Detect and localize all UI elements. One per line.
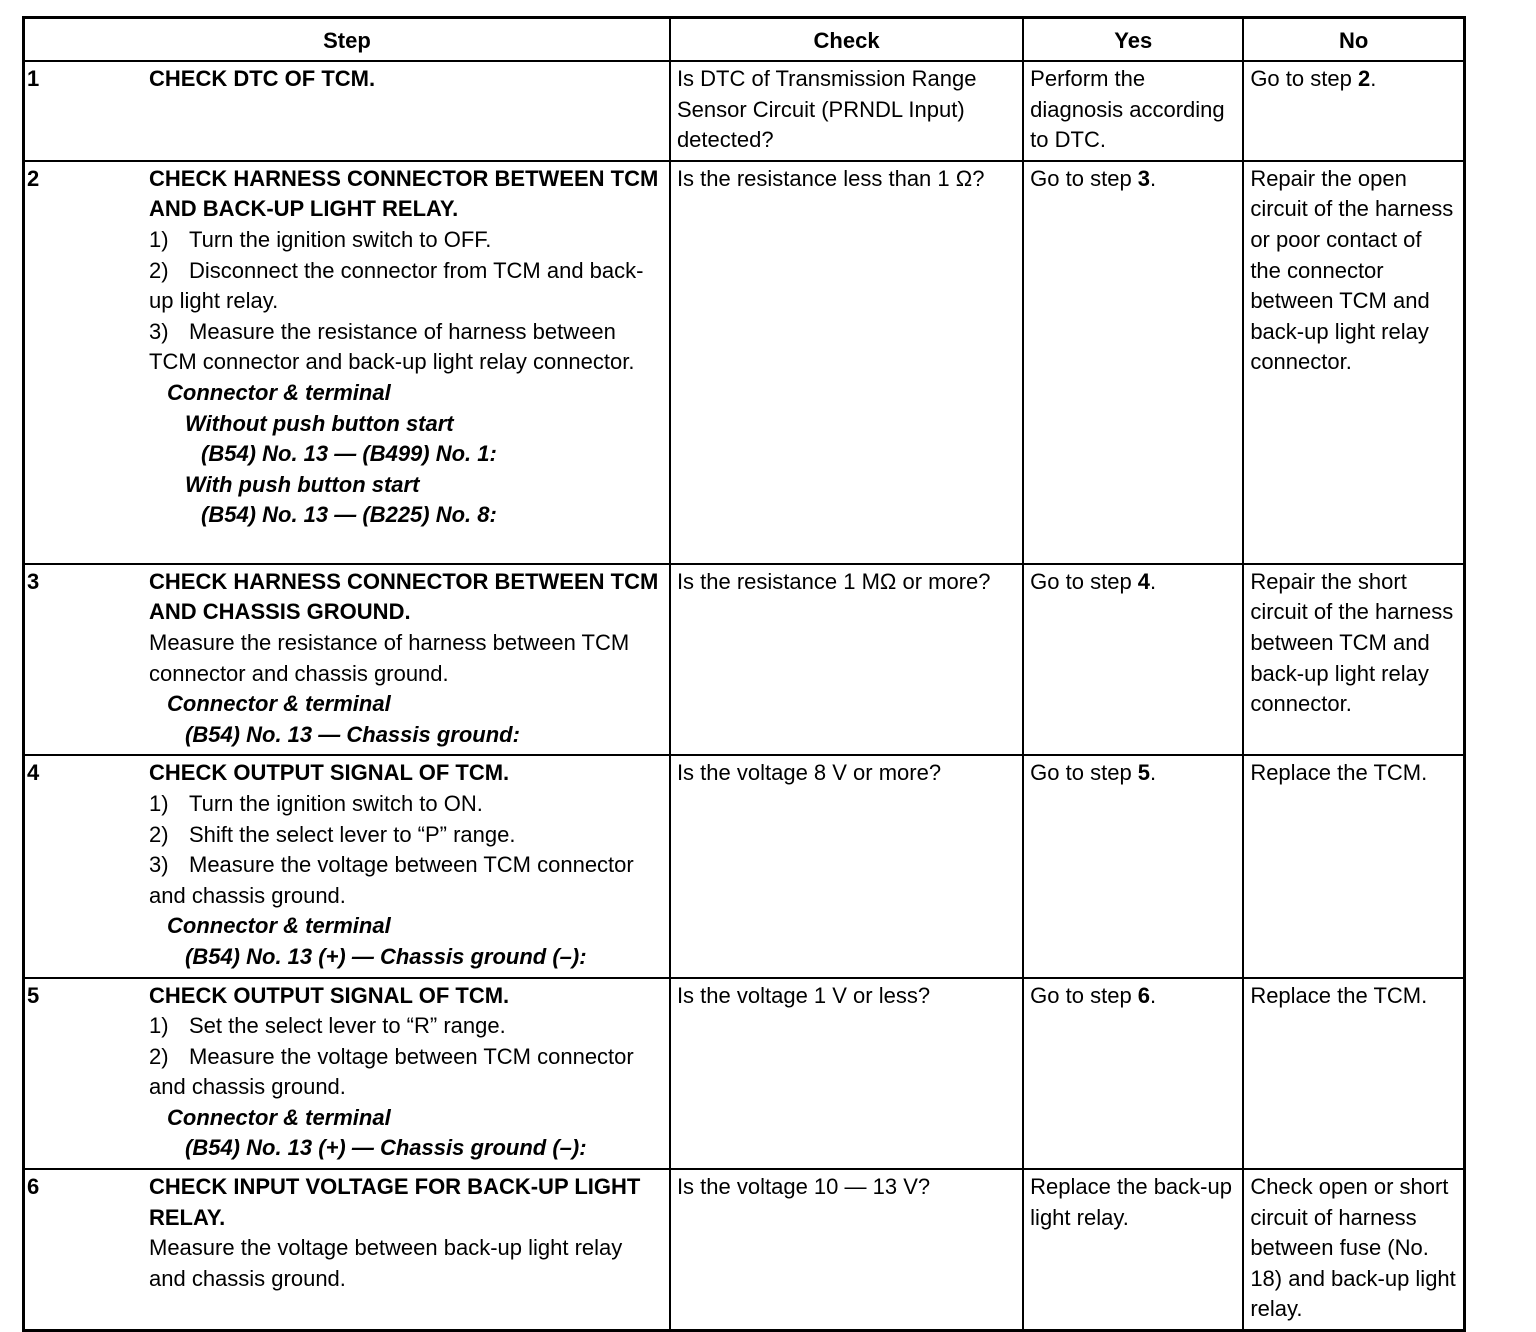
diagnostic-table [22, 16, 1466, 1332]
step-cell [24, 564, 670, 756]
no-cell: Replace the TCM. [1243, 978, 1464, 1170]
connector-terminal-value: (B54) No. 13 (+) — Chassis ground (–): [185, 1135, 587, 1161]
header-check: Check [670, 18, 1023, 62]
step-cell [24, 1169, 670, 1330]
yes-step-link: 5 [1137, 760, 1151, 786]
no-text: Go to step [1250, 66, 1358, 91]
no-step-link: 2 [1357, 66, 1371, 91]
substep: 1) Set the select lever to “R” range. [149, 1013, 506, 1039]
yes-step-link: 3 [1137, 165, 1151, 191]
step-number: 3 [27, 568, 40, 594]
connector-terminal-value: (B54) No. 13 — Chassis ground: [185, 721, 520, 747]
step-number: 1 [27, 66, 40, 91]
step-title: CHECK HARNESS CONNECTOR BETWEEN TCM AND BACK-UP LIGHT RELAY. [149, 165, 659, 222]
substep: 2) Shift the select lever to “P” range. [149, 821, 516, 847]
step-cell [24, 978, 670, 1170]
table-row [24, 978, 1465, 1170]
connector-terminal-value: (B54) No. 13 — (B499) No. 1: [201, 441, 497, 467]
connector-terminal-heading: Connector & terminal [167, 913, 391, 939]
connector-variant-label: With push button start [185, 471, 420, 497]
check-cell: Is the voltage 8 V or more? [670, 755, 1023, 977]
substep: 2) Measure the voltage between TCM connector and chassis ground. [149, 1043, 634, 1100]
diagnostic-table-container [22, 16, 1466, 1332]
step-title: CHECK OUTPUT SIGNAL OF TCM. [149, 760, 510, 786]
yes-cell: Perform the diagnosis according to DTC. [1023, 61, 1243, 161]
step-body: Measure the resistance of harness between TCM connector and chassis ground. [149, 629, 630, 686]
header-no: No [1243, 18, 1464, 62]
substep: 3) Measure the voltage between TCM connector and chassis ground. [149, 852, 634, 908]
yes-cell: Go to step 5. [1023, 755, 1243, 977]
check-cell: Is DTC of Transmission Range Sensor Circuit (PRNDL Input) detected? [670, 61, 1023, 161]
step-body: Measure the voltage between back-up light relay and chassis ground. [149, 1235, 623, 1291]
header-step: Step [24, 18, 670, 62]
yes-cell: Go to step 6. [1023, 978, 1243, 1170]
yes-step-link: 6 [1137, 982, 1151, 1008]
step-cell [24, 61, 670, 161]
yes-cell: Go to step 4. [1023, 564, 1243, 756]
connector-terminal-heading: Connector & terminal [167, 379, 391, 405]
no-cell: Check open or short circuit of harness between fuse (No. 18) and back-up light relay. [1243, 1169, 1464, 1330]
yes-cell: Replace the back-up light relay. [1023, 1169, 1243, 1330]
step-title: CHECK OUTPUT SIGNAL OF TCM. [149, 982, 510, 1008]
step-title: CHECK INPUT VOLTAGE FOR BACK-UP LIGHT RELAY. [149, 1174, 641, 1230]
check-cell: Is the voltage 1 V or less? [670, 978, 1023, 1170]
table-row [24, 1169, 1465, 1330]
header-yes: Yes [1023, 18, 1243, 62]
no-cell: Repair the open circuit of the harness or poor contact of the connector between TCM and back-up light relay connector. [1243, 161, 1464, 564]
no-suffix: . [1370, 66, 1377, 91]
table-row [24, 564, 1465, 756]
substep: 2) Disconnect the connector from TCM and back-up light relay. [149, 257, 644, 314]
no-cell: Replace the TCM. [1243, 755, 1464, 977]
connector-terminal-heading: Connector & terminal [167, 1104, 391, 1130]
table-row [24, 755, 1465, 977]
no-cell [1243, 61, 1464, 161]
check-cell: Is the voltage 10 — 13 V? [670, 1169, 1023, 1330]
connector-terminal-value: (B54) No. 13 — (B225) No. 8: [201, 502, 497, 528]
substep: 1) Turn the ignition switch to OFF. [149, 226, 492, 252]
substep: 3) Measure the resistance of harness between TCM connector and back-up light relay connector. [149, 318, 635, 375]
header-row [24, 18, 1465, 62]
table-row [24, 61, 1465, 161]
step-cell [24, 755, 670, 977]
step-cell [24, 161, 670, 564]
check-cell: Is the resistance less than 1 Ω? [670, 161, 1023, 564]
table-row [24, 161, 1465, 564]
yes-cell: Go to step 3. [1023, 161, 1243, 564]
connector-terminal-heading: Connector & terminal [167, 691, 391, 717]
step-title: CHECK HARNESS CONNECTOR BETWEEN TCM AND CHASSIS GROUND. [149, 568, 659, 625]
step-number: 2 [27, 165, 40, 191]
step-number: 6 [27, 1174, 40, 1200]
connector-terminal-value: (B54) No. 13 (+) — Chassis ground (–): [185, 943, 587, 969]
step-number: 4 [27, 760, 40, 786]
no-cell: Repair the short circuit of the harness between TCM and back-up light relay connector. [1243, 564, 1464, 756]
step-number: 5 [27, 982, 40, 1008]
connector-variant-label: Without push button start [185, 410, 454, 436]
substep: 1) Turn the ignition switch to ON. [149, 790, 483, 816]
step-title: CHECK DTC OF TCM. [149, 66, 376, 91]
check-cell: Is the resistance 1 MΩ or more? [670, 564, 1023, 756]
yes-step-link: 4 [1137, 568, 1151, 594]
